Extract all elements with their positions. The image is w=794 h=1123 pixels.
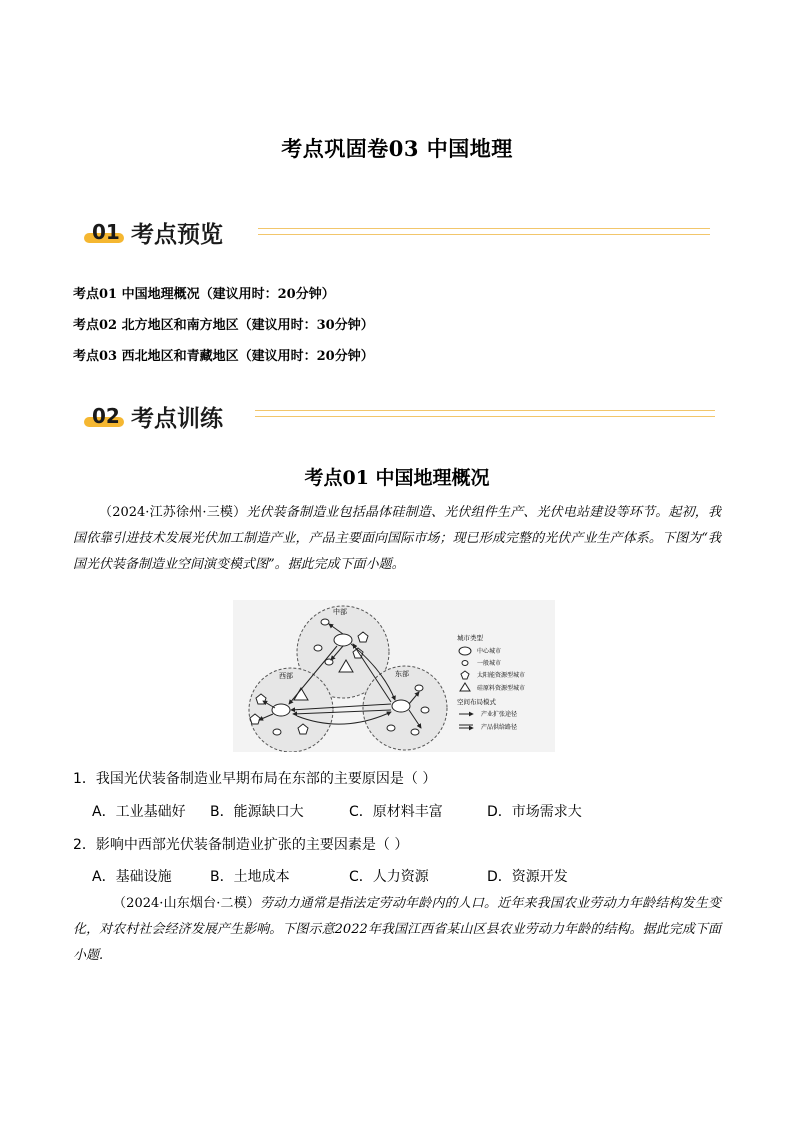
legend-general-city: 一般城市 [477,660,502,667]
section-divider [258,228,710,235]
general-city [421,707,429,713]
passage-text: 劳动力通常是指法定劳动年龄内的人口。近年来我国农业劳动力年龄结构发生变化，对农村社会经济发展产生影响。下图示意2022年我国江西省某山区县农业劳动力年龄的结构。据此完成下面小题. [73,896,721,963]
q1-option-b[interactable]: B．能源缺口大 [210,804,304,820]
center-city [334,634,352,646]
subsection-title: 考点01 中国地理概况 [304,467,490,489]
toc-item-2: 考点02 北方地区和南方地区（建议用时：30分钟） [73,318,374,333]
passage-source: （2024·山东烟台·二模） [113,896,261,911]
general-city [325,659,333,665]
general-city [314,645,322,651]
q1-option-d[interactable]: D．市场需求大 [487,804,582,820]
question-text: 影响中西部光伏装备制造业扩张的主要因素是（ ） [95,837,409,853]
question-text: 我国光伏装备制造业早期布局在东部的主要原因是（ ） [95,771,437,787]
legend-silicon-city: 硅原料资源型城市 [477,685,526,692]
legend-city-type-title: 城市类型 [457,634,483,642]
general-city [321,619,329,625]
region-label-central: 中部 [333,608,347,616]
legend-supply-path: 产品供给路径 [481,724,518,731]
region-label-east: 东部 [395,670,409,678]
general-city [273,729,281,735]
section-header-preview [80,216,260,256]
section-number: 01 [92,220,120,244]
section-number: 02 [92,404,120,428]
q2-option-a[interactable]: A．基础设施 [92,869,172,885]
pv-spatial-evolution-figure [233,600,555,752]
q2-option-c[interactable]: C．人力资源 [349,869,429,885]
section-header-training [80,400,260,440]
legend-solar-city: 太阳能资源型城市 [477,672,526,679]
region-label-west: 西部 [279,672,293,680]
legend-pattern-title: 空间布局模式 [457,698,496,706]
center-city [272,704,290,716]
general-city [387,725,395,731]
section-divider [255,410,715,417]
question-number: 2． [73,837,96,853]
question-number: 1． [73,771,96,787]
q1-option-a[interactable]: A．工业基础好 [92,804,186,820]
question-2-stem [73,834,408,854]
legend-center-city: 中心城市 [477,648,502,655]
toc-item-1: 考点01 中国地理概况（建议用时：20分钟） [73,287,335,302]
page-title: 考点巩固卷03 中国地理 [281,136,513,161]
q1-option-c[interactable]: C．原材料丰富 [349,804,443,820]
q2-option-d[interactable]: D．资源开发 [487,869,568,885]
passage-text: 光伏装备制造业包括晶体硅制造、光伏组件生产、光伏电站建设等环节。起初，我国依靠引进技术发展光伏加工制造产业，产品主要面向国际市场；现已形成完整的光伏产业生产体系。下图为“我国光伏装备制造业空间演变模式图”。据此完成下面小题。 [73,505,721,572]
general-city [415,685,423,691]
passage-1 [73,500,721,578]
general-city [411,729,419,735]
passage-source: （2024·江苏徐州·三模） [99,505,247,520]
section-label: 考点训练 [131,406,223,432]
legend-expansion-path: 产业扩张途径 [481,711,518,718]
center-city [392,700,410,712]
question-1-stem [73,768,436,788]
toc-item-3: 考点03 西北地区和青藏地区（建议用时：20分钟） [73,349,374,364]
q2-option-b[interactable]: B．土地成本 [210,869,290,885]
section-label: 考点预览 [131,222,223,248]
passage-2 [73,891,721,969]
